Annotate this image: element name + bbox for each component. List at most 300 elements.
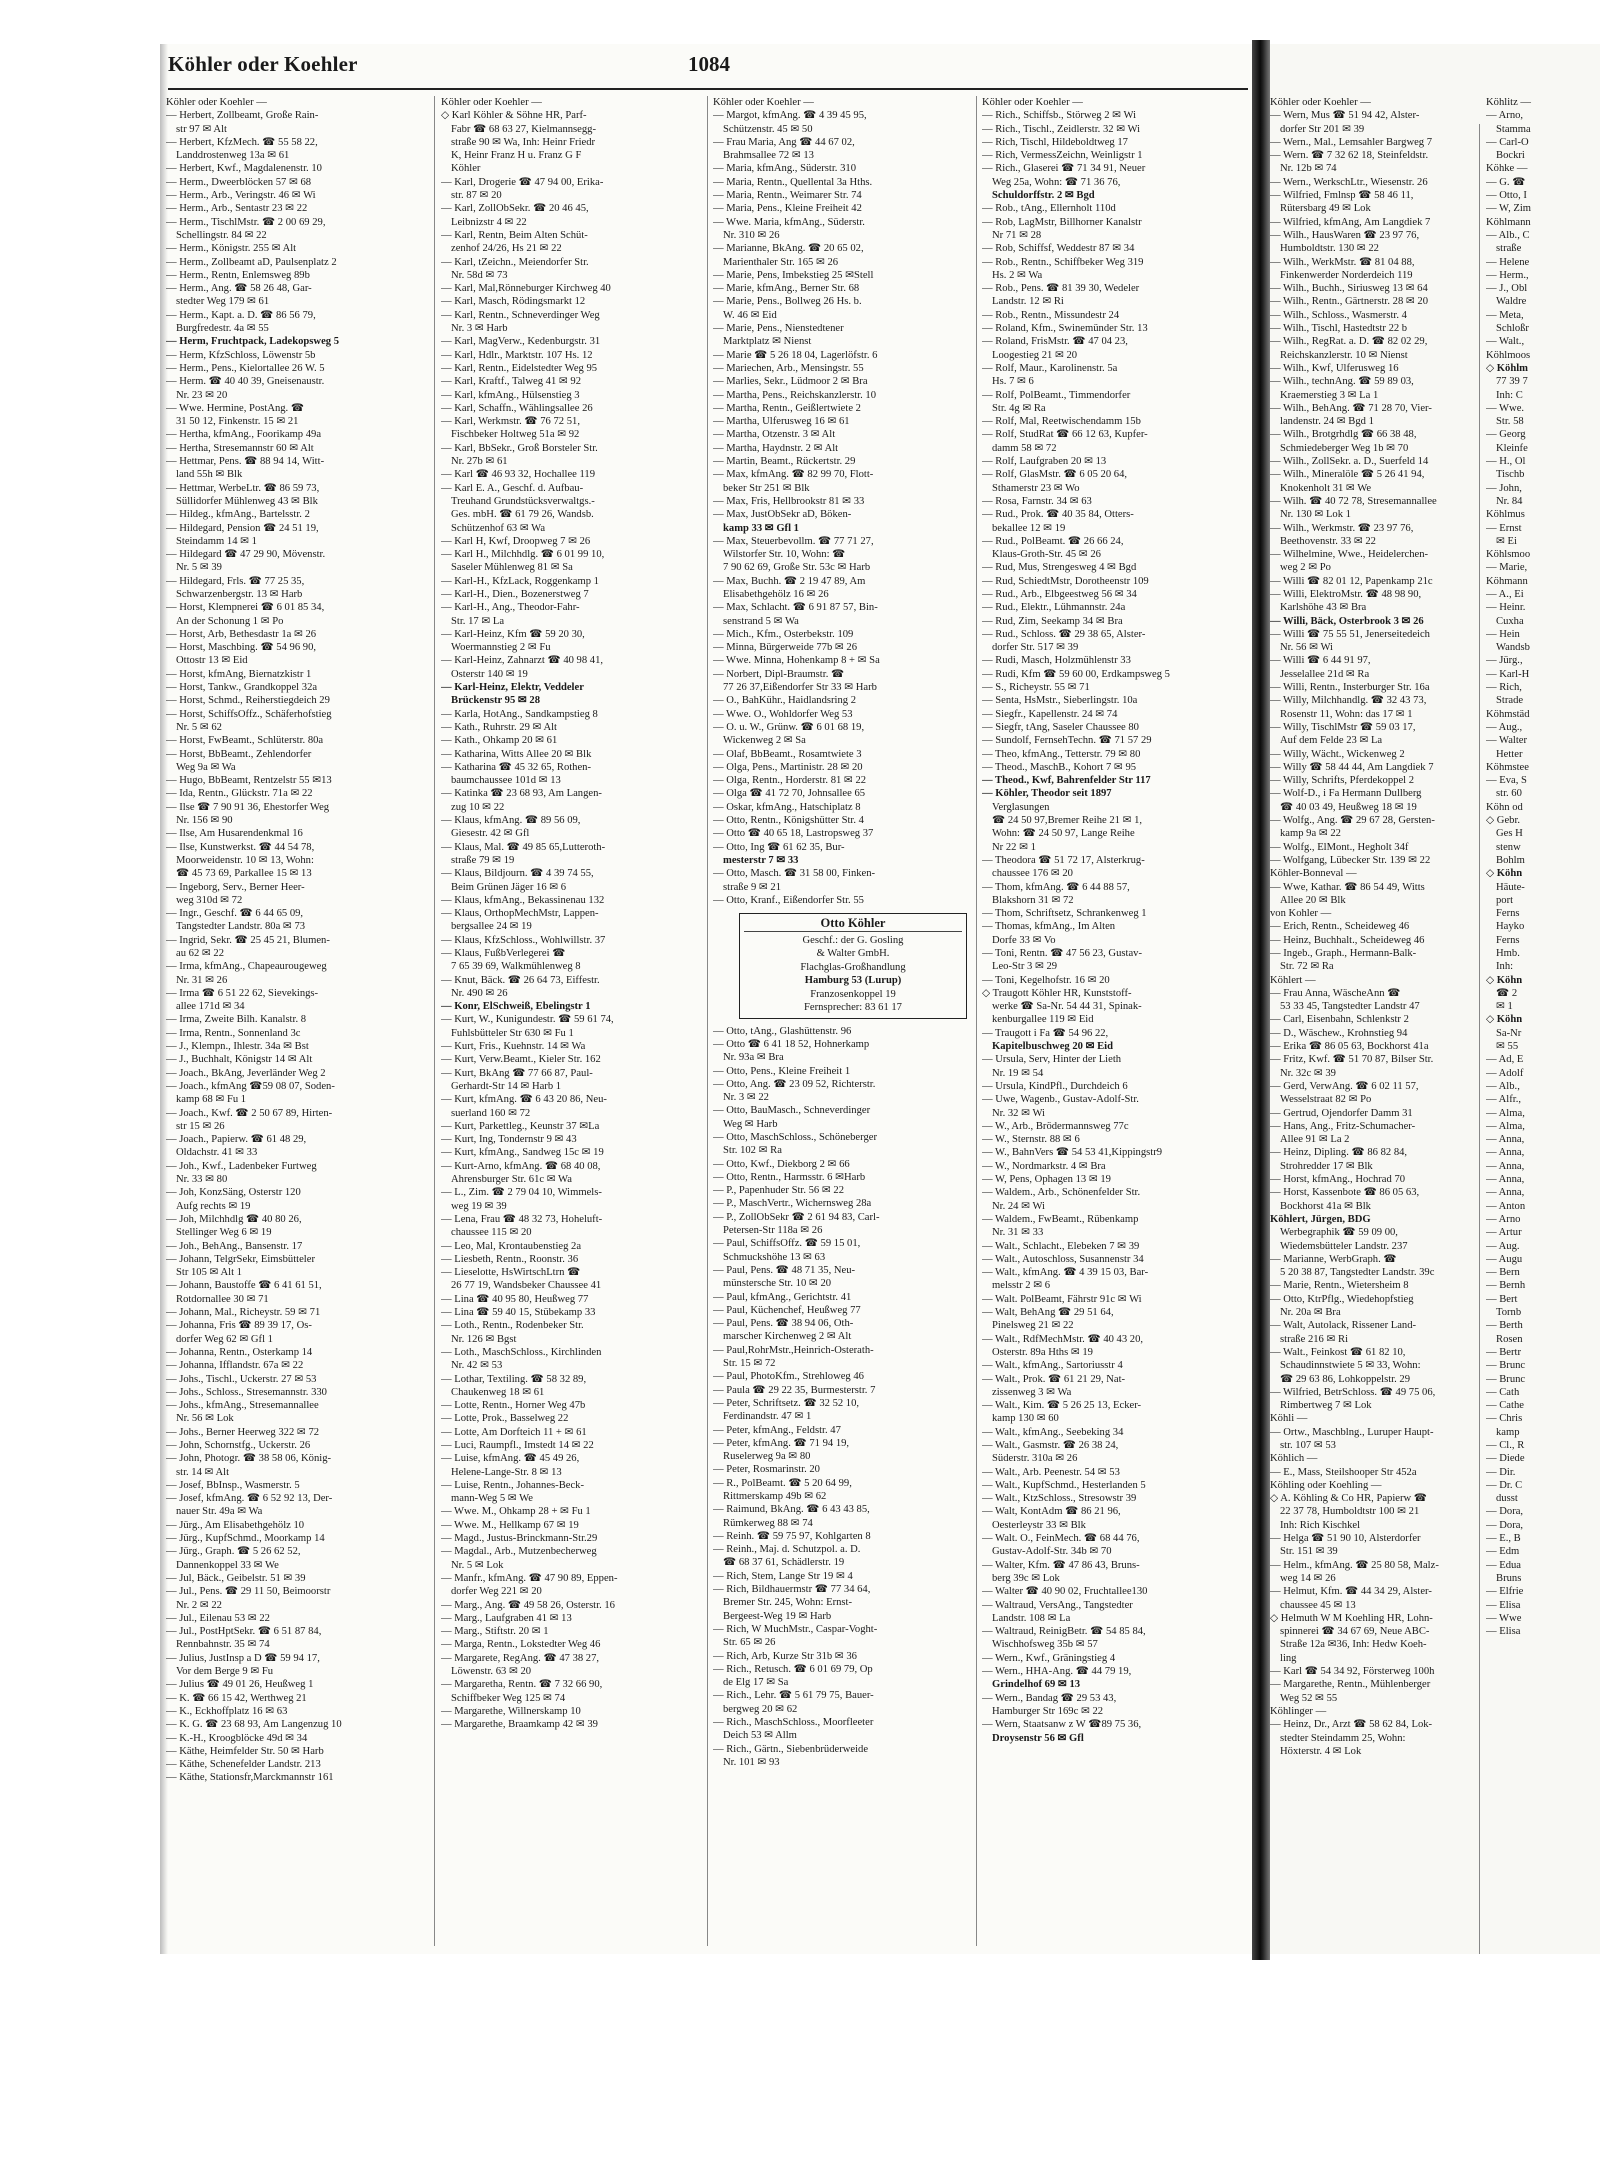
page-number: 1084 — [688, 52, 730, 76]
directory-entry-line: — Lothar, Textiling. ☎ 58 32 89, — [441, 1373, 587, 1385]
directory-entry-line: Köhke — — [1486, 163, 1528, 175]
directory-entry-line: Blakshorn 31 ✉ 72 — [992, 894, 1074, 906]
directory-entry-line: — Karl ☎ 54 34 92, Försterweg 100h — [1270, 1666, 1435, 1678]
directory-entry-line: — Elfrie — [1486, 1586, 1524, 1598]
directory-entry-line: — Karl, MagVerw., Kedenburgstr. 31 — [441, 336, 601, 348]
directory-entry-line: Köhler — [451, 163, 481, 175]
directory-entry-line: — Johs., Schloss., Stresemannstr. 330 — [166, 1386, 327, 1398]
directory-entry-line: — Fritz, Kwf. ☎ 51 70 87, Bilser Str. — [1270, 1054, 1434, 1066]
directory-entry-line: — Joh., BehAng., Bansenstr. 17 — [166, 1240, 303, 1252]
directory-entry-line: — Marg., Stiftstr. 20 ✉ 1 — [441, 1626, 549, 1638]
directory-entry-line: — Luci, Raumpfl., Imstedt 14 ✉ 22 — [441, 1439, 594, 1451]
directory-entry-line: — Wern., Bandag ☎ 29 53 43, — [982, 1692, 1117, 1704]
directory-entry-line: — Katharina, Witts Allee 20 ✉ Blk — [441, 748, 592, 760]
directory-entry-line: — Walt., RdfMechMstr. ☎ 40 43 20, — [982, 1333, 1144, 1345]
directory-entry-line: — Irma, Zweite Bilh. Kanalstr. 8 — [166, 1014, 307, 1026]
directory-entry-line: — Kurt-Arno, kfmAng. ☎ 68 40 08, — [441, 1160, 601, 1172]
directory-entry-line: — Rosa, Farnstr. 34 ✉ 63 — [982, 495, 1092, 507]
directory-entry-line: — Willi, Rentn., Insterburger Str. 16a — [1270, 682, 1430, 694]
directory-entry-line: — Josef, kfmAng. ☎ 6 52 92 13, Der- — [166, 1493, 333, 1505]
directory-entry-line: — Gertrud, Ojendorfer Damm 31 — [1270, 1107, 1413, 1119]
directory-entry-line: — Marianne, BkAng. ☎ 20 65 02, — [713, 243, 864, 255]
directory-entry-line: — Horst, Klempnerei ☎ 6 01 85 34, — [166, 602, 325, 614]
ad-line: Flachglas-Großhandlung — [800, 961, 906, 973]
directory-entry-line: — W., BahnVers ☎ 54 53 41,Kippingstr9 — [982, 1147, 1163, 1159]
directory-entry-line: — Augu — [1486, 1253, 1523, 1265]
directory-entry-line: — Martha, Otzenstr. 3 ✉ Alt — [713, 429, 836, 441]
directory-entry-line: — Wilh., Tischl, Hastedtstr 22 b — [1270, 323, 1408, 335]
directory-entry-line: Nr. 2 ✉ 22 — [176, 1599, 222, 1611]
directory-entry-line: Schiffbeker Weg 125 ✉ 74 — [451, 1692, 566, 1704]
directory-entry-line: ✉ 55 — [1496, 1041, 1519, 1053]
directory-entry-line: — Horst, Maschbing. ☎ 54 96 90, — [166, 642, 317, 654]
directory-entry-line: Str. 102 ✉ Ra — [723, 1145, 782, 1157]
directory-entry-line: — Rob., Rentn., Missundestr 24 — [982, 309, 1120, 321]
directory-entry-line: — Rich, Bildhauermstr ☎ 77 34 64, — [713, 1584, 871, 1596]
directory-entry-line: — Marie, — [1486, 562, 1528, 574]
directory-entry-line: Nr. 12b ✉ 74 — [1280, 163, 1337, 175]
directory-entry-line: ◇ Traugott Köhler HR, Kunststoff- — [982, 987, 1132, 999]
directory-entry-line: — Wwe. O., Wohldorfer Weg 53 — [713, 708, 853, 720]
directory-entry-line: ◇ Köhn — [1486, 974, 1523, 986]
directory-entry-line: Beethovenstr. 33 ✉ 22 — [1280, 535, 1376, 547]
directory-entry-line: — Wern, Staatsanw z W ☎89 75 36, — [982, 1719, 1142, 1731]
directory-entry-line: — Marie, Rentn., Wietersheim 8 — [1270, 1280, 1409, 1292]
directory-entry-line: Str. 72 ✉ Ra — [1280, 961, 1334, 973]
directory-entry-line: ✉ 1 — [1496, 1001, 1513, 1013]
directory-entry-line: — Johs., Tischl., Uckerstr. 27 ✉ 53 — [166, 1373, 317, 1385]
directory-entry-line: — Roland, Kfm., Swinemünder Str. 13 — [982, 323, 1148, 335]
directory-entry-line: Reichskanzlerstr. 10 ✉ Nienst — [1280, 349, 1408, 361]
directory-entry-line: — Kurt, Fris., Kuehnstr. 14 ✉ Wa — [441, 1041, 586, 1053]
directory-entry-line: Köhling oder Koehling — — [1270, 1479, 1382, 1491]
directory-entry-line: — Margarete, RegAng. ☎ 47 38 27, — [441, 1652, 600, 1664]
directory-entry-line: — R., PolBeamt. ☎ 5 20 64 99, — [713, 1477, 852, 1489]
directory-entry-line: Landstr. 12 ✉ Ri — [992, 296, 1064, 308]
directory-entry-line: — Wern., WerkschLtr., Wiesenstr. 26 — [1270, 176, 1428, 188]
directory-entry-line: Nr. 56 ✉ Lok — [176, 1413, 234, 1425]
directory-entry-line: — Otto, Rentn., Königshütter Str. 4 — [713, 815, 864, 827]
directory-entry-line: — Rolf, Maur., Karolinenstr. 5a — [982, 362, 1118, 374]
directory-entry-line: — Helmut, Kfm. ☎ 44 34 29, Alster- — [1270, 1586, 1432, 1598]
directory-entry-line: Köhlich — — [1270, 1453, 1318, 1465]
directory-entry-line: — Walter ☎ 40 90 02, Fruchtallee130 — [982, 1586, 1148, 1598]
directory-entry-line: — Hans, Ang., Fritz-Schumacher- — [1270, 1120, 1416, 1132]
directory-entry-line: — Kurt, kfmAng. ☎ 6 43 20 86, Neu- — [441, 1094, 607, 1106]
directory-entry-line: — Karl-H., Ang., Theodor-Fahr- — [441, 602, 580, 614]
directory-entry-line: — Margarethe, Rentn., Mühlenberger — [1270, 1679, 1431, 1691]
directory-entry-line: — W, Pens, Ophagen 13 ✉ 19 — [982, 1174, 1111, 1186]
directory-entry-line: — Max, Steuerbevollm. ☎ 77 71 27, — [713, 535, 874, 547]
directory-entry-line: Dorfe 33 ✉ Vo — [992, 934, 1056, 946]
running-header — [168, 52, 1248, 90]
directory-entry-line: — Julius ☎ 49 01 26, Heußweg 1 — [166, 1679, 314, 1691]
directory-entry-line: Nr. 23 ✉ 20 — [176, 389, 228, 401]
directory-entry-line: port — [1496, 894, 1514, 906]
directory-entry-line: Nr. 42 ✉ 53 — [451, 1360, 503, 1372]
directory-entry-line: straße 9 ✉ 21 — [723, 881, 782, 893]
directory-entry-line: Tangstedter Landstr. 80a ✉ 73 — [176, 921, 306, 933]
directory-entry-line: — Horst, Schmd., Reiherstiegdeich 29 — [166, 695, 330, 707]
directory-entry-line: land 55h ✉ Blk — [176, 469, 243, 481]
directory-entry-line: stenw — [1496, 841, 1521, 853]
column-3 — [713, 96, 975, 1946]
directory-entry-line: Hs. 2 ✉ Wa — [992, 269, 1043, 281]
directory-entry-line: stedter Steindamm 25, Wohn: — [1280, 1732, 1406, 1744]
directory-entry-line: Pinelsweg 21 ✉ 22 — [992, 1320, 1074, 1332]
directory-entry-line: — Frau Maria, Ang ☎ 44 67 02, — [713, 136, 855, 148]
directory-entry-line: — Maria, Rentn., Quellental 3a Hths. — [713, 176, 873, 188]
directory-entry-line: — Wilh., Mineralöle ☎ 5 26 41 94, — [1270, 469, 1425, 481]
directory-entry-line: Ferdinandstr. 47 ✉ 1 — [723, 1411, 812, 1423]
directory-entry-line: Loogestieg 21 ✉ 20 — [992, 349, 1078, 361]
directory-entry-line: zenhof 24/26, Hs 21 ✉ 22 — [451, 243, 562, 255]
directory-entry-line: — Horst, FwBeamt., Schlüterstr. 80a — [166, 735, 324, 747]
directory-entry-line: — Otto, I — [1486, 190, 1527, 202]
directory-entry-line: Waldre — [1496, 296, 1527, 308]
directory-entry-line: Löwenstr. 63 ✉ 20 — [451, 1666, 532, 1678]
directory-entry-line: Str. 65 ✉ 26 — [723, 1637, 776, 1649]
directory-entry-line: — Aug., — [1486, 721, 1523, 733]
directory-entry-line: Schmiedeberger Weg 1b ✉ 70 — [1280, 442, 1409, 454]
directory-entry-line: landenstr. 24 ✉ Bgd 1 — [1280, 416, 1374, 428]
directory-entry-line: — Rich, VermessZeichn, Weinligstr 1 — [982, 150, 1143, 162]
directory-entry-line: marscher Kirchenweg 2 ✉ Alt — [723, 1331, 852, 1343]
directory-entry-line: Bockri — [1496, 150, 1525, 162]
directory-entry-line: — Karl-Heinz, Zahnarzt ☎ 40 98 41, — [441, 655, 604, 667]
directory-entry-line: — Wolfgang, Lübecker Str. 139 ✉ 22 — [1270, 854, 1431, 866]
directory-entry-line: str. 14 ✉ Alt — [176, 1466, 230, 1478]
directory-entry-line: — Loth., Rentn., Rodenbeker Str. — [441, 1320, 584, 1332]
directory-entry-line: — Carl-O — [1486, 136, 1529, 148]
directory-entry-line: — Rud, SchiedtMstr, Dorotheenstr 109 — [982, 575, 1149, 587]
directory-entry-line: von Kohler — — [1270, 908, 1332, 920]
directory-entry-line: — Otto ☎ 40 65 18, Lastropsweg 37 — [713, 828, 874, 840]
directory-entry-line: damm 58 ✉ 72 — [992, 442, 1057, 454]
directory-entry-line: melsstr 2 ✉ 6 — [992, 1280, 1051, 1292]
directory-entry-line: Nr. 5 ✉ 39 — [176, 562, 222, 574]
directory-entry-line: ☎ 24 50 97,Bremer Reihe 21 ✉ 1, — [992, 815, 1143, 827]
directory-entry-line: — Joach., kfmAng ☎59 08 07, Soden- — [166, 1080, 335, 1092]
directory-entry-line: — Ingr., Geschf. ☎ 6 44 65 09, — [166, 908, 304, 920]
directory-entry-line: — Horst, BbBeamt., Zehlendorfer — [166, 748, 312, 760]
directory-entry-line: — Marg., Laufgraben 41 ✉ 13 — [441, 1612, 572, 1624]
directory-entry-line: — Otto, KtrPflg., Wiedehopfstieg — [1270, 1293, 1414, 1305]
directory-entry-line: — Paul, SchiffsOffz. ☎ 59 15 01, — [713, 1238, 861, 1250]
directory-entry-line: Sa-Nr — [1496, 1027, 1522, 1039]
directory-entry-line: — Lotte, Am Dorfteich 11 + ✉ 61 — [441, 1426, 587, 1438]
directory-entry-line: senstrand 5 ✉ Wa — [723, 615, 799, 627]
directory-entry-line: — Paul, Pens. ☎ 38 94 06, Oth- — [713, 1318, 854, 1330]
directory-entry-line: — Köhler, Theodor seit 1897 — [982, 788, 1112, 800]
directory-entry-line: — P., ZollObSekr ☎ 2 61 94 83, Carl- — [713, 1211, 880, 1223]
directory-entry-line: Oesterleystr 33 ✉ Blk — [992, 1519, 1086, 1531]
directory-entry-line: — Otto, tAng., Glashüttenstr. 96 — [713, 1025, 852, 1037]
directory-entry-line: Nr. 24 ✉ Wi — [992, 1200, 1045, 1212]
directory-entry-line: — Horst, Arb, Bethesdastr 1a ✉ 26 — [166, 628, 317, 640]
directory-entry-line: — Horst, Tankw., Grandkoppel 32a — [166, 682, 318, 694]
directory-entry-line: — G. ☎ — [1486, 176, 1526, 188]
directory-entry-line: — Bern — [1486, 1267, 1520, 1279]
directory-entry-line: — Senta, HsMstr., Sieberlingstr. 10a — [982, 695, 1138, 707]
running-header-title: Köhler oder Koehler — [168, 52, 358, 76]
directory-entry-line: — Maria, kfmAng., Süderstr. 310 — [713, 163, 856, 175]
directory-entry-line: — P., Papenhuder Str. 56 ✉ 22 — [713, 1185, 844, 1197]
directory-entry-line: Wandsb — [1496, 642, 1530, 654]
directory-entry-line: — A., Ei — [1486, 588, 1524, 600]
directory-entry-line: Giesestr. 42 ✉ Gfl — [451, 828, 530, 840]
directory-entry-line: — Lieselotte, HsWirtschLtrn ☎ — [441, 1267, 581, 1279]
directory-entry-line: Strohredder 17 ✉ Blk — [1280, 1160, 1373, 1172]
directory-entry-line: suerland 160 ✉ 72 — [451, 1107, 531, 1119]
directory-entry-line: bergweg 20 ✉ 62 — [723, 1703, 798, 1715]
directory-entry-line: Nr. 31 ✉ 33 — [992, 1227, 1044, 1239]
directory-entry-line: ☎ 45 73 69, Parkallee 15 ✉ 13 — [176, 868, 312, 880]
directory-entry-line: — Reinh. ☎ 59 75 97, Kohlgarten 8 — [713, 1530, 871, 1542]
directory-entry-line: dorfer Weg 221 ✉ 20 — [451, 1586, 542, 1598]
directory-entry-line: ◇ Köhlm — [1486, 362, 1528, 374]
directory-entry-line: — Wilh., Schloss., Wasmerstr. 4 — [1270, 309, 1407, 321]
ad-strong: Hamburg 53 (Lurup) — [804, 975, 902, 987]
directory-entry-line: — Aug. — [1486, 1240, 1520, 1252]
directory-entry-line: — Rob, Schiffsf, Weddestr 87 ✉ 34 — [982, 243, 1135, 255]
directory-entry-line: Nr. 101 ✉ 93 — [723, 1756, 780, 1768]
directory-entry-line: — Walt. O., FeinMech. ☎ 68 44 76, — [982, 1533, 1140, 1545]
directory-entry-line: — Herm., Dweerblöcken 57 ✉ 68 — [166, 176, 312, 188]
directory-entry-line: — Walt., kfmAng., Seebeking 34 — [982, 1426, 1124, 1438]
directory-entry-line: 7 65 39 69, Walkmühlenweg 8 — [451, 961, 581, 973]
directory-entry-line: Schloßr — [1496, 323, 1529, 335]
directory-entry-line: — W., Sternstr. 88 ✉ 6 — [982, 1134, 1080, 1146]
directory-entry-line: Leo-Str 3 ✉ 29 — [992, 961, 1058, 973]
directory-entry-line: — Wern., HHA-Ang. ☎ 44 79 19, — [982, 1666, 1132, 1678]
directory-entry-line: Rosen — [1496, 1333, 1523, 1345]
directory-entry-line: — Toni, Rentn. ☎ 47 56 23, Gustav- — [982, 948, 1142, 959]
directory-entry-line: — Marie, Pens, Imbekstieg 25 ✉Stell — [713, 269, 874, 281]
directory-entry-line: Nr. 19 ✉ 54 — [992, 1067, 1044, 1079]
directory-entry-line: Jesselallee 21d ✉ Ra — [1280, 668, 1370, 680]
directory-entry-line: — J., Buchhalt, Königstr 14 ✉ Alt — [166, 1054, 313, 1066]
directory-entry-line: Nr. 31 ✉ 26 — [176, 974, 228, 986]
directory-entry-line: — Josef, BbInsp., Wasmerstr. 5 — [166, 1479, 300, 1491]
directory-entry-line: — Rolf, PolBeamt., Timmendorfer — [982, 389, 1131, 401]
directory-entry-line: Schwarzenbergstr. 13 ✉ Harb — [176, 588, 303, 600]
directory-entry-line: — Walter, Kfm. ☎ 47 86 43, Bruns- — [982, 1559, 1140, 1571]
directory-entry-line: Ges. mbH. ☎ 61 79 26, Wandsb. — [451, 509, 594, 521]
directory-entry-line: — Waltraud, ReinigBetr. ☎ 54 85 84, — [982, 1626, 1146, 1638]
directory-entry-line: Nr 22 ✉ 1 — [992, 841, 1036, 853]
directory-entry-line: Karlshöhe 43 ✉ Bra — [1280, 602, 1367, 614]
directory-entry-line: Str 105 ✉ Alt 1 — [176, 1267, 242, 1279]
directory-entry-line: ☎ 29 63 86, Lohkoppelstr. 29 — [1280, 1373, 1411, 1385]
directory-entry-line: — Dora, — [1486, 1506, 1524, 1518]
directory-entry-line: — Wwe. Minna, Hohenkamp 8 + ✉ Sa — [713, 655, 880, 667]
directory-entry-line: au 62 ✉ 22 — [176, 948, 225, 959]
directory-entry-line: — Hertha, Stresemannstr 60 ✉ Alt — [166, 442, 314, 454]
directory-entry-line: — Rich., MaschSchloss., Moorfleeter — [713, 1717, 874, 1729]
directory-entry-line: — Rudi, Kfm ☎ 59 60 00, Erdkampsweg 5 — [982, 668, 1170, 680]
directory-entry-line: — Rudi, Masch, Holzmühlenstr 33 — [982, 655, 1131, 667]
directory-entry-line: Nr. 126 ✉ Bgst — [451, 1333, 517, 1345]
directory-entry-line: kamp — [1496, 1426, 1520, 1438]
directory-entry-line: — Karl-H — [1486, 668, 1530, 680]
directory-entry-line: weg 19 ✉ 39 — [451, 1200, 507, 1212]
directory-entry-line: — Johs., Berner Heerweg 322 ✉ 72 — [166, 1426, 320, 1438]
directory-entry-line: — Lena, Frau ☎ 48 32 73, Hoheluft- — [441, 1213, 603, 1225]
directory-entry-line: Brückenstr 95 ✉ 28 — [451, 695, 541, 707]
directory-entry-line: — Wwe. Hermine, PostAng. ☎ — [166, 402, 305, 414]
directory-entry-line: Köhn od — [1486, 801, 1523, 813]
directory-entry-line: — Anna, — [1486, 1160, 1525, 1172]
directory-entry-line: Wischhofsweg 35b ✉ 57 — [992, 1639, 1098, 1651]
directory-entry-line: nauer Str. 49a ✉ Wa — [176, 1506, 263, 1518]
directory-entry-line: — Ortw., Maschblng., Luruper Haupt- — [1270, 1426, 1434, 1438]
directory-entry-line: stedter Weg 179 ✉ 61 — [176, 296, 270, 308]
directory-entry-line: Nr. 3 ✉ Harb — [451, 323, 508, 335]
directory-entry-line: Deich 53 ✉ Allm — [723, 1730, 797, 1742]
directory-entry-line: — Chris — [1486, 1413, 1523, 1425]
directory-entry-line: ◇ A. Köhling & Co HR, Papierw ☎ — [1270, 1493, 1428, 1505]
directory-entry-line: — Bertr — [1486, 1346, 1522, 1358]
directory-entry-line: Str. 58 — [1496, 416, 1524, 428]
directory-entry-line: — Joach., Papierw. ☎ 61 48 29, — [166, 1134, 307, 1146]
directory-entry-line: Tischb — [1496, 469, 1525, 481]
directory-entry-line: — Walt., — [1486, 336, 1525, 348]
directory-entry-line: — Anna, — [1486, 1147, 1525, 1159]
directory-entry-line: dorfer Str 201 ✉ 39 — [1280, 123, 1365, 135]
directory-entry-line: — Herbert, KfzMech. ☎ 55 58 22, — [166, 136, 318, 148]
directory-entry-line: chaussee 115 ✉ 20 — [451, 1227, 532, 1239]
directory-entry-line: — Arno — [1486, 1213, 1521, 1225]
directory-entry-line: — Karl-Heinz, Elektr, Veddeler — [441, 682, 584, 694]
directory-entry-line: Nr. 5 ✉ Lok — [451, 1559, 504, 1571]
directory-entry-line: — Karl, Drogerie ☎ 47 94 00, Erika- — [441, 176, 604, 188]
directory-entry-line: — Hildeg., kfmAng., Bartelsstr. 2 — [166, 509, 310, 521]
directory-entry-line: Weg 9a ✉ Wa — [176, 761, 236, 773]
directory-entry-line: — Max, kfmAng. ☎ 82 99 70, Flott- — [713, 469, 874, 481]
directory-entry-line: — Joh, KonzSäng, Osterstr 120 — [166, 1187, 301, 1199]
directory-entry-line: — Jürg., — [1486, 655, 1523, 667]
directory-entry-line: Allee 20 ✉ Blk — [1280, 894, 1346, 906]
directory-entry-line: — Hildegard, Pension ☎ 24 51 19, — [166, 522, 319, 534]
directory-entry-line: — Max, Buchh. ☎ 2 19 47 89, Am — [713, 575, 866, 587]
directory-entry-line: — Walt., KupfSchmd., Hesterlanden 5 — [982, 1479, 1146, 1491]
directory-entry-line: — Olga ☎ 41 72 70, Johnsallee 65 — [713, 788, 866, 800]
directory-entry-line: — Max, Schlacht. ☎ 6 91 87 57, Bin- — [713, 602, 878, 614]
directory-entry-line: — Karl-H., Dien., Bozenerstweg 7 — [441, 588, 589, 600]
directory-entry-line: — Wwe. M., Hellkamp 67 ✉ 19 — [441, 1519, 579, 1531]
directory-entry-line: Grindelhof 69 ✉ 13 — [992, 1679, 1081, 1691]
directory-entry-line: — Wolfg., ElMont., Hegholt 34f — [1270, 841, 1409, 853]
directory-entry-line: weg 310d ✉ 72 — [176, 894, 243, 906]
directory-entry-line: — Alfr., — [1486, 1094, 1522, 1106]
directory-entry-line: — Magd., Justus-Brinckmann-Str.29 — [441, 1533, 598, 1545]
directory-entry-line: — Wern., Mal., Lemsahler Bargweg 7 — [1270, 136, 1433, 148]
directory-entry-line: — Otto, Rentn., Harmsstr. 6 ✉Harb — [713, 1171, 866, 1183]
directory-entry-line: — Ilse, Am Husarendenkmal 16 — [166, 828, 303, 840]
book-gutter — [1252, 40, 1270, 1960]
directory-entry-line: — Norbert, Dipl-Braumstr. ☎ — [713, 668, 845, 680]
directory-entry-line: — Willi, ElektroMstr. ☎ 48 98 90, — [1270, 588, 1422, 600]
directory-entry-line: — Herbert, Zollbeamt, Große Rain- — [166, 110, 319, 122]
directory-entry-line: — Johanna, Fris ☎ 89 39 17, Os- — [166, 1320, 312, 1332]
directory-entry-line: Str. 151 ✉ 39 — [1280, 1546, 1338, 1558]
directory-entry-line: — Wilfried, Fmlnsp ☎ 58 46 11, — [1270, 190, 1414, 202]
directory-entry-line: — John, Photogr. ☎ 38 58 06, König- — [166, 1453, 332, 1465]
directory-entry-line: — Wolf-D., i Fa Hermann Dullberg — [1270, 788, 1422, 800]
directory-entry-line: Nr. 56 ✉ Wi — [1280, 642, 1333, 654]
directory-entry-line: — Helene — [1486, 256, 1530, 268]
directory-entry-line: Gerhardt-Str 14 ✉ Harb 1 — [451, 1080, 562, 1092]
directory-entry-line: — K. ☎ 66 15 42, Werthweg 21 — [166, 1692, 307, 1704]
directory-entry-line: Moorweidenstr. 10 ✉ 13, Wohn: — [176, 854, 314, 866]
directory-entry-line: Höxterstr. 4 ✉ Lok — [1280, 1745, 1362, 1757]
directory-entry-line: münstersche Str. 10 ✉ 20 — [723, 1278, 832, 1290]
directory-entry-line: — Margot, kfmAng. ☎ 4 39 45 95, — [713, 110, 867, 122]
directory-entry-line: — Walt. PolBeamt, Fährstr 91c ✉ Wi — [982, 1293, 1142, 1305]
directory-entry-line: — J., Obl — [1486, 283, 1528, 295]
directory-entry-line: — Maria, Pens., Kleine Freiheit 42 — [713, 203, 862, 215]
directory-entry-line: Oldachstr. 41 ✉ 33 — [176, 1147, 258, 1159]
directory-entry-line: Ahrensburger Str. 61c ✉ Wa — [451, 1174, 572, 1186]
directory-entry-line: Beim Grünen Jäger 16 ✉ 6 — [451, 881, 567, 893]
directory-entry-line: Gustav-Adolf-Str. 34b ✉ 70 — [992, 1546, 1112, 1558]
directory-entry-line: Köhmstee — [1486, 761, 1529, 773]
directory-entry-line: Nr 71 ✉ 28 — [992, 229, 1042, 241]
directory-entry-line: Auf dem Felde 23 ✉ La — [1280, 735, 1383, 747]
directory-entry-line: Bergeest-Weg 19 ✉ Harb — [723, 1610, 832, 1622]
directory-entry-line: — Mariechen, Arb., Mensingstr. 55 — [713, 362, 864, 374]
directory-entry-line: — Rud., Prok. ☎ 40 35 84, Otters- — [982, 509, 1134, 521]
directory-entry-line: Dannenkoppel 33 ✉ We — [176, 1559, 279, 1571]
directory-entry-line: — Minna, Bürgerweide 77b ✉ 26 — [713, 642, 858, 654]
directory-entry-line: — Olga, Pens., Martinistr. 28 ✉ 20 — [713, 761, 863, 773]
directory-entry-line: — Walt., kfmAng., Sartoriusstr 4 — [982, 1360, 1123, 1372]
directory-entry-line: — Kath., Ohkamp 20 ✉ 61 — [441, 735, 558, 747]
directory-entry-line: — Karl H., Milchhdlg. ☎ 6 01 99 10, — [441, 549, 605, 561]
directory-entry-line: — W, Zim — [1486, 203, 1532, 215]
directory-entry-line: Rennbahnstr. 35 ✉ 74 — [176, 1639, 270, 1651]
directory-entry-line: — Diede — [1486, 1453, 1525, 1465]
directory-entry-line: — Lina ☎ 59 40 15, Stübekamp 33 — [441, 1307, 596, 1319]
directory-entry-line: — Rud., Elektr., Lühmannstr. 24a — [982, 602, 1126, 614]
directory-entry-line: — Rich, Stem, Lange Str 19 ✉ 4 — [713, 1570, 853, 1582]
directory-entry-line: — Herbert, Kwf., Magdalenenstr. 10 — [166, 163, 322, 175]
directory-entry-line: — Herm., Arb., Sentastr 23 ✉ 22 — [166, 203, 308, 215]
directory-entry-line: — Leo, Mal, Krontaubenstieg 2a — [441, 1240, 582, 1252]
directory-entry-line: straße 216 ✉ Ri — [1280, 1333, 1349, 1345]
directory-entry-line: — Willy, Milchhandlg. ☎ 32 43 73, — [1270, 695, 1427, 707]
directory-entry-line: Hs. 7 ✉ 6 — [992, 376, 1034, 388]
directory-entry-line: Wesselstraat 82 ✉ Po — [1280, 1094, 1372, 1106]
column-divider — [1479, 124, 1480, 1954]
directory-entry-line: — Peter, Schriftsetz. ☎ 32 52 10, — [713, 1397, 860, 1409]
directory-entry-line: — Kurt, BkAng ☎ 77 66 87, Paul- — [441, 1067, 593, 1079]
directory-entry-line: Kleinfe — [1496, 442, 1528, 454]
directory-entry-line: — Willy, TischlMstr ☎ 59 03 17, — [1270, 721, 1416, 733]
directory-entry-line: — Herm., TischlMstr. ☎ 2 00 69 29, — [166, 216, 326, 228]
directory-entry-line: — Karl H, Kwf, Droopweg 7 ✉ 26 — [441, 535, 591, 547]
directory-entry-line: Finkenwerder Norderdeich 119 — [1280, 269, 1413, 281]
directory-entry-line: — Katharina ☎ 45 32 65, Rothen- — [441, 761, 592, 773]
directory-entry-line: 5 20 38 87, Tangstedter Landstr. 39c — [1280, 1267, 1435, 1279]
directory-entry-line: Weg ✉ Harb — [723, 1118, 778, 1130]
directory-entry-line: — Cathe — [1486, 1400, 1524, 1412]
directory-entry-line: — Martha, Haydnstr. 2 ✉ Alt — [713, 442, 839, 454]
directory-entry-line: — Kurt, kfmAng., Sandweg 15c ✉ 19 — [441, 1147, 604, 1159]
directory-entry-line: — Knut, Bäck. ☎ 26 64 73, Eiffestr. — [441, 974, 600, 986]
directory-entry-line: — Rich., Glaserei ☎ 71 34 91, Neuer — [982, 163, 1146, 175]
